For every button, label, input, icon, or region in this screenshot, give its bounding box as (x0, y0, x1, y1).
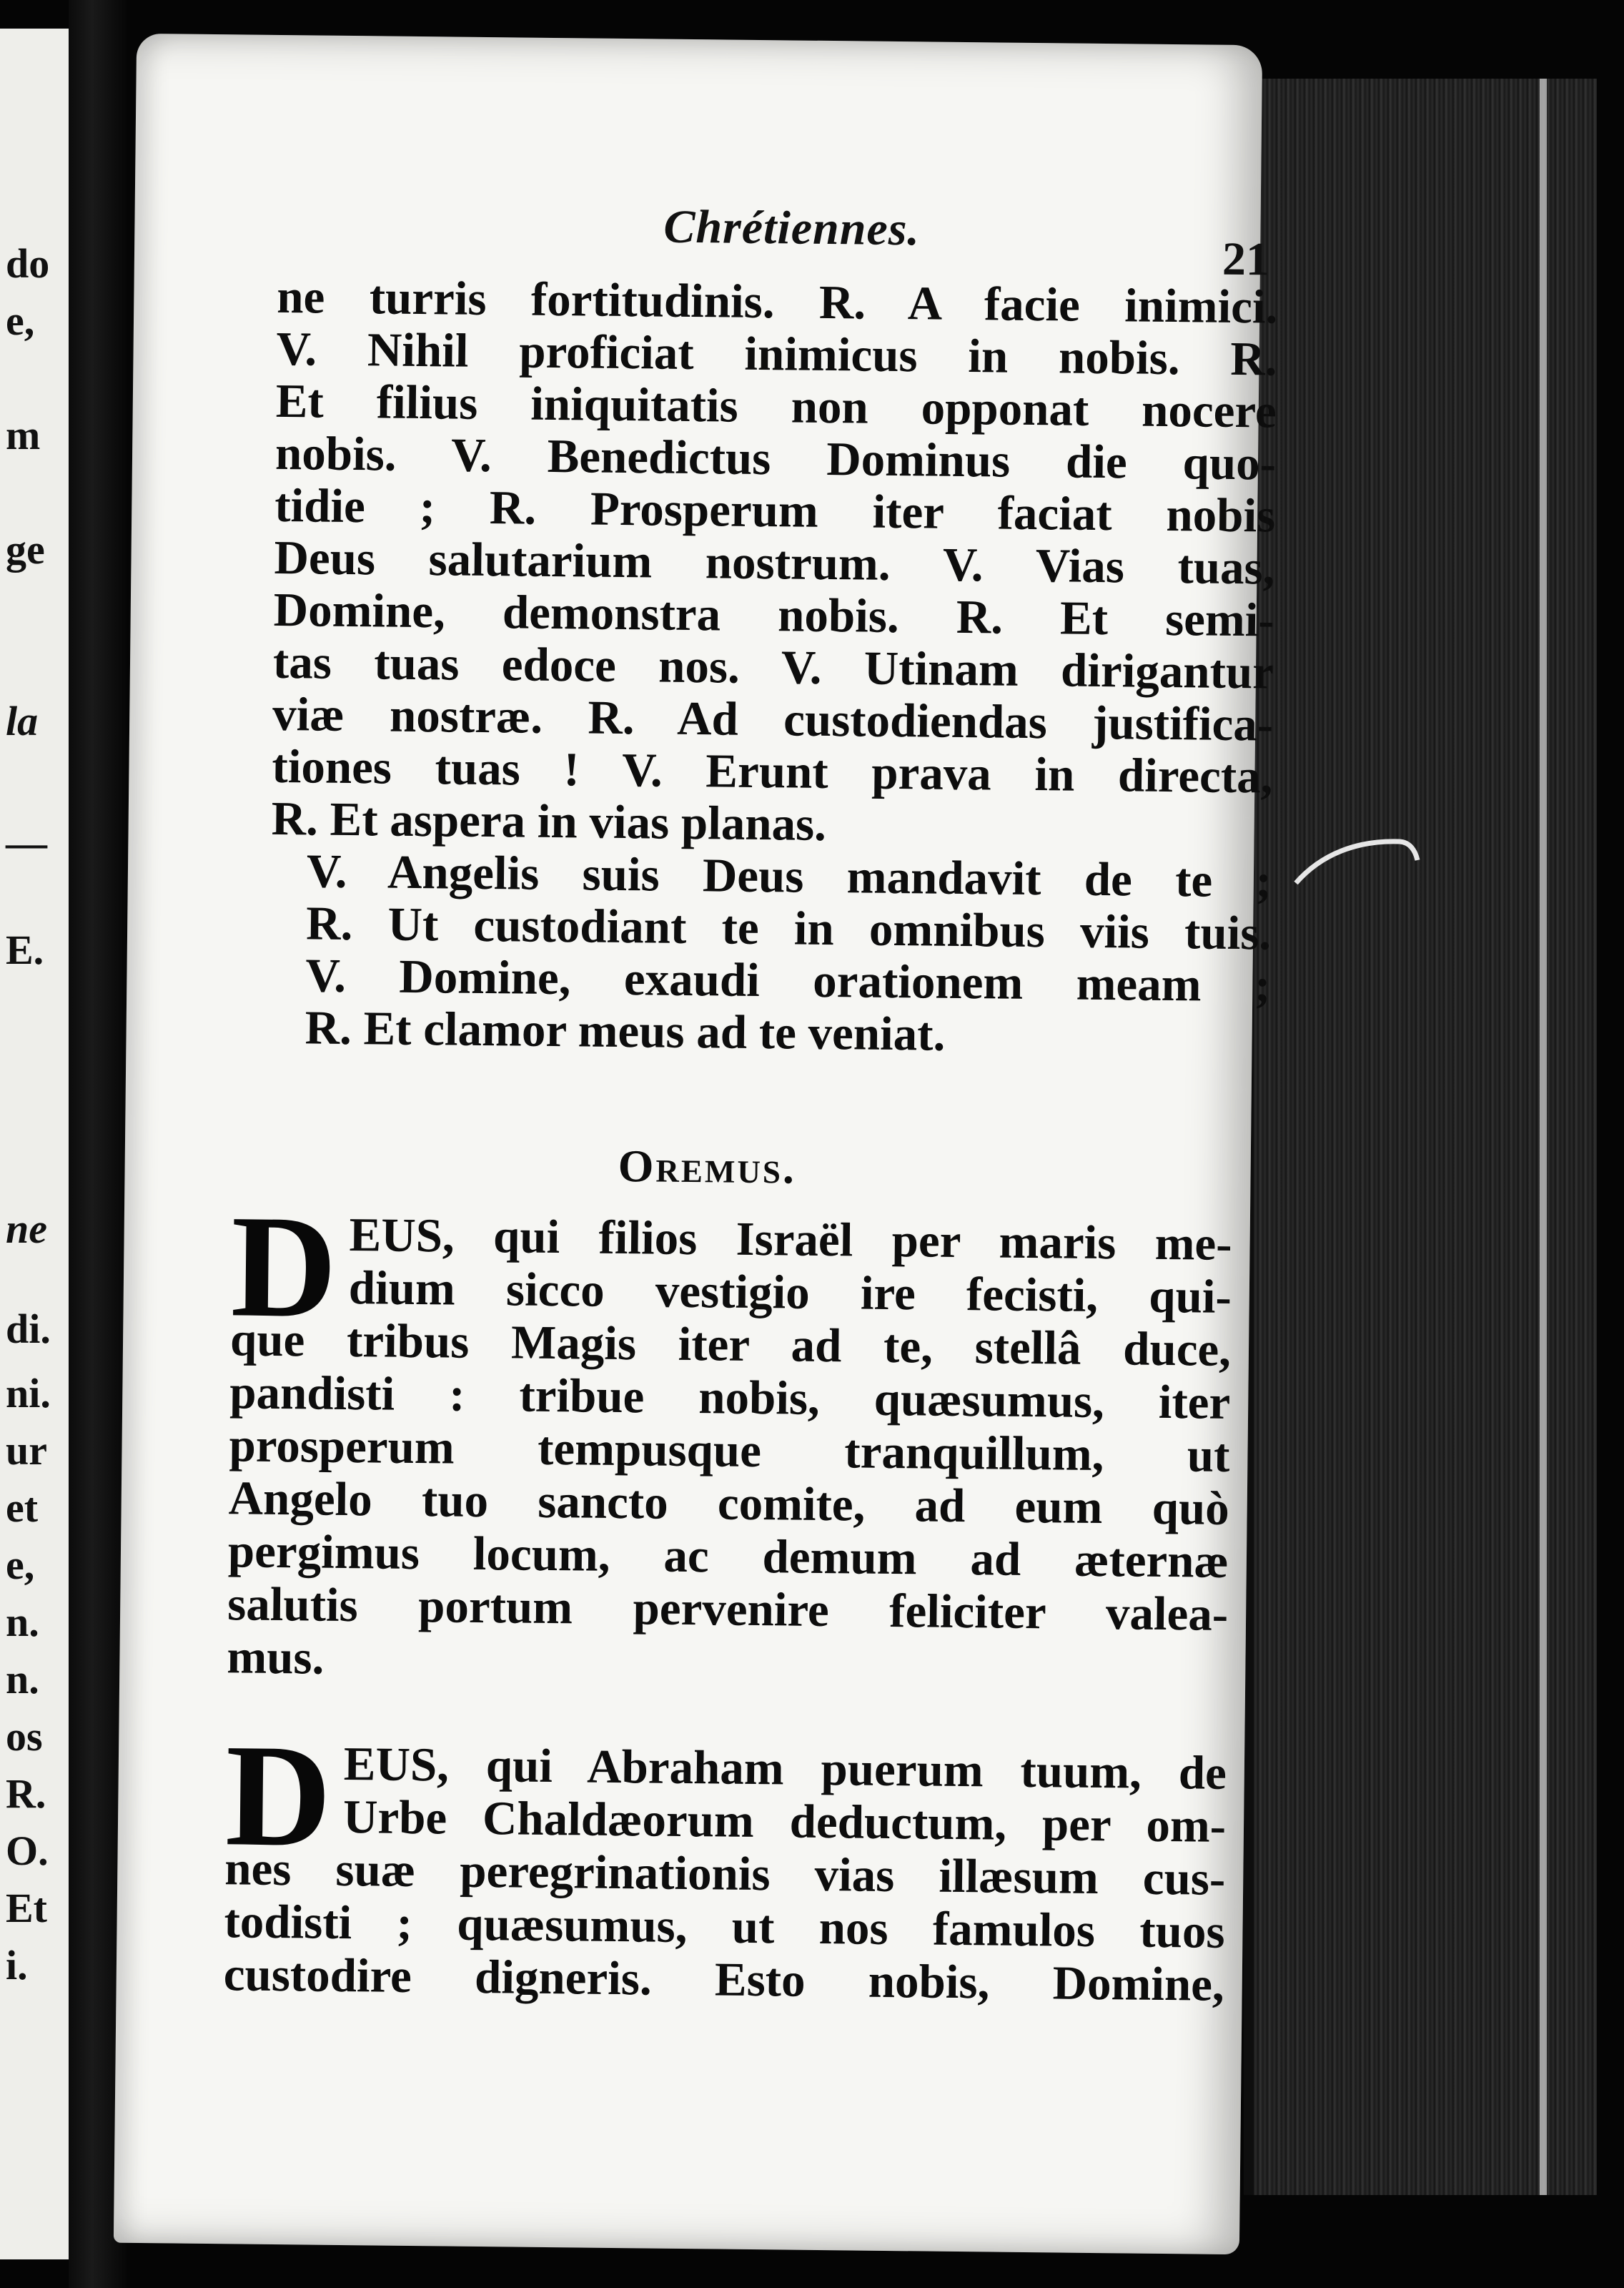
thread-icon (1292, 826, 1421, 890)
left-fragment: ur (6, 1427, 47, 1474)
left-fragment: la (6, 698, 39, 744)
prayer-1-body (227, 1313, 1231, 1694)
text-line: mus. (227, 1630, 325, 1685)
left-fragment: os (6, 1713, 43, 1760)
left-fragment: n. (6, 1599, 39, 1645)
oremus-heading: Oremus. (618, 1140, 797, 1193)
text-line: salutis portum pervenire feliciter valea- (227, 1577, 1229, 1641)
book-fore-edge (1244, 79, 1597, 2195)
text-line: viæ nostræ. R. Ad custodiendas justifica- (272, 687, 1274, 751)
text-line: nes suæ peregrinationis vias illæsum cus- (224, 1842, 1226, 1905)
text-line: dium sicco vestigio ire fecisti, qui- (348, 1261, 1232, 1323)
text-line: tiones tuas ! V. Erunt prava in directa, (272, 739, 1273, 804)
drop-cap: D (224, 1714, 332, 1878)
left-fragment: ni. (6, 1370, 51, 1416)
text-line: custodire digneris. Esto nobis, Domine, (223, 1948, 1225, 2011)
left-fragment: e, (6, 1542, 35, 1588)
text-line: que tribus Magis iter ad te, stellâ duce, (229, 1313, 1232, 1376)
left-fragment: n. (6, 1656, 39, 1702)
text-line: ne turris fortitudinis. R. A facie inimici. (276, 270, 1278, 334)
left-fragment: ne (6, 1205, 47, 1252)
book-page (114, 34, 1278, 2254)
text-line: Et filius iniquitatis non opponat nocere (275, 374, 1277, 438)
versicles-block (269, 271, 1277, 1065)
prayer-2-head (343, 1737, 1227, 1853)
text-line: V. Domine, exaudi orationem meam ; (305, 949, 1271, 1012)
text-line: R. Ut custodiant te in omnibus viis tuis. (305, 897, 1272, 960)
text-line: EUS, qui Abraham puerum tuum, de (343, 1737, 1227, 1800)
drop-cap: D (229, 1185, 338, 1348)
text-line: tas tuas edoce nos. V. Utinam dirigantur (272, 635, 1274, 699)
text-line: todisti ; quæsumus, ut nos famulos tuos (224, 1895, 1225, 1958)
text-line: prosperum tempusque tranquillum, ut (229, 1419, 1230, 1482)
text-line: Angelo tuo sancto comite, ad eum quò (228, 1471, 1230, 1535)
text-line: Domine, demonstra nobis. R. Et semi- (273, 583, 1275, 647)
text-line: pandisti : tribue nobis, quæsumus, iter (229, 1366, 1231, 1429)
left-fragment: do (6, 240, 50, 287)
page-number: 21 (1222, 232, 1270, 286)
left-fragment: — (6, 819, 47, 866)
left-neighbour-page (0, 29, 69, 2259)
left-fragment: E. (6, 927, 44, 973)
text-line: nobis. V. Benedictus Dominus die quo- (274, 426, 1277, 490)
text-line: V. Nihil proficiat inimicus in nobis. R. (276, 322, 1277, 386)
text-line: EUS, qui filios Israël per maris me- (349, 1208, 1232, 1271)
text-line: tidie ; R. Prosperum iter faciat nobis (274, 478, 1276, 543)
prayer-2-body (223, 1842, 1225, 2011)
prayer-1-head (348, 1208, 1232, 1323)
text-line: Urbe Chaldæorum deductum, per om- (342, 1790, 1227, 1853)
left-fragment: e, (6, 297, 35, 344)
left-fragment: ge (6, 526, 45, 573)
text-line: V. Angelis suis Deus mandavit de te ; (306, 844, 1272, 908)
left-fragment: R. (6, 1770, 46, 1817)
left-fragment: O. (6, 1828, 49, 1874)
text-line: pergimus locum, ac demum ad æternæ (227, 1524, 1229, 1588)
left-fragment: Et (6, 1885, 47, 1931)
left-fragment: m (6, 412, 41, 458)
left-fragment: di. (6, 1306, 51, 1352)
text-line: R. Et aspera in vias planas. (271, 792, 827, 851)
left-fragment: et (6, 1484, 39, 1531)
left-fragment: i. (6, 1942, 28, 1988)
text-line: R. Et clamor meus ad te veniat. (304, 1001, 946, 1061)
text-line: Deus salutarium nostrum. V. Vias tuas, (274, 531, 1275, 595)
running-head: Chrétiennes. (663, 200, 921, 256)
